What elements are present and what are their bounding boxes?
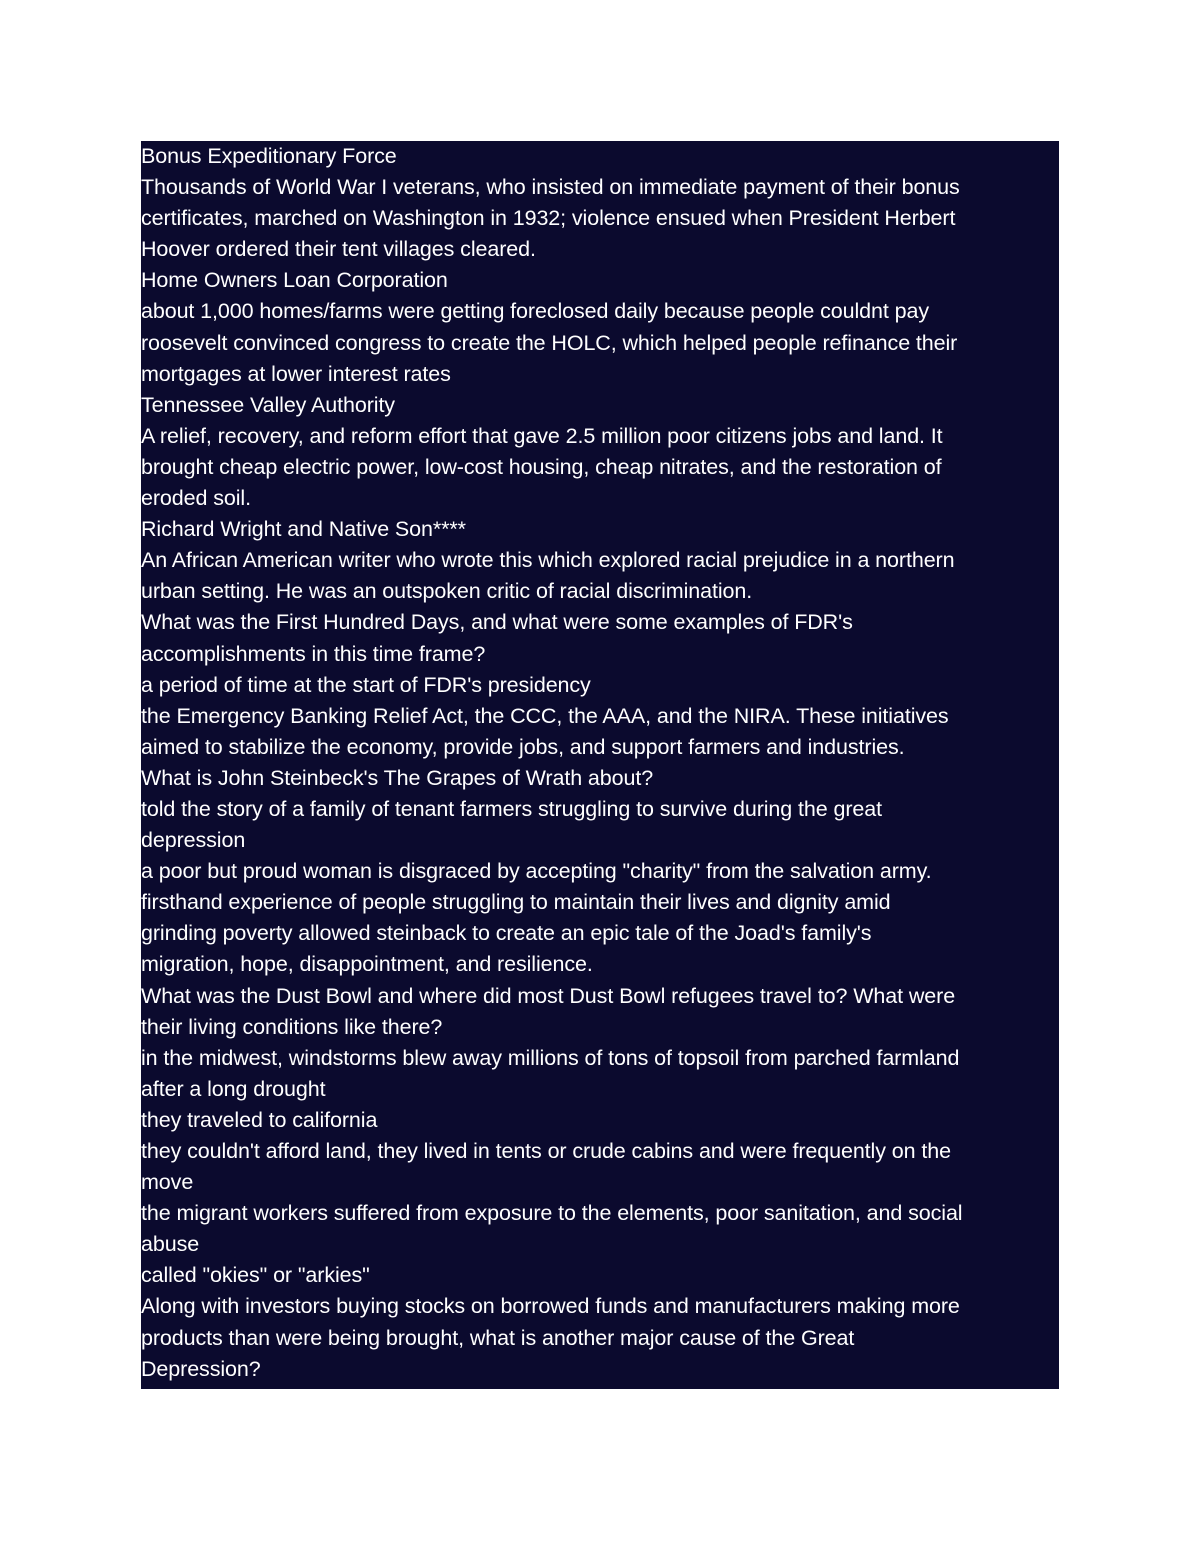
text-line: migration, hope, disappointment, and resilience. — [141, 952, 593, 977]
text-line: firsthand experience of people struggling to maintain their lives and dignity amid — [141, 890, 891, 915]
text-line: depression — [141, 828, 246, 853]
text-line: a poor but proud woman is disgraced by accepting "charity" from the salvation army. — [141, 859, 932, 884]
text-line: told the story of a family of tenant farmers struggling to survive during the great — [141, 796, 882, 821]
text-line: about 1,000 homes/farms were getting foreclosed daily because people couldnt pay — [141, 299, 930, 324]
text-line: What was the Dust Bowl and where did most Dust Bowl refugees travel to? What were — [141, 983, 956, 1008]
text-line: Home Owners Loan Corporation — [141, 268, 448, 293]
text-line: A relief, recovery, and reform effort that gave 2.5 million poor citizens jobs and land. It — [141, 423, 943, 448]
text-line: Hoover ordered their tent villages cleared. — [141, 237, 536, 262]
text-line: brought cheap electric power, low-cost housing, cheap nitrates, and the restoration of — [141, 454, 942, 479]
text-line: Richard Wright and Native Son**** — [141, 517, 466, 542]
text-line: they couldn't afford land, they lived in tents or crude cabins and were frequently on the — [141, 1139, 951, 1163]
text-line: the migrant workers suffered from exposure to the elements, poor sanitation, and social — [141, 1201, 963, 1226]
text-line: mortgages at lower interest rates — [141, 361, 451, 386]
text-line: An African American writer who wrote this which explored racial prejudice in a northern — [141, 548, 955, 573]
text-line: Tennessee Valley Authority — [141, 392, 395, 417]
text-line: Along with investors buying stocks on borrowed funds and manufacturers making more — [141, 1294, 960, 1319]
text-line: they traveled to california — [141, 1107, 378, 1132]
text-line: aimed to stabilize the economy, provide jobs, and support farmers and industries. — [141, 734, 905, 759]
text-line: move — [141, 1170, 194, 1195]
text-line: Depression? — [141, 1356, 261, 1381]
text-line: roosevelt convinced congress to create the HOLC, which helped people refinance their — [141, 330, 958, 355]
text-line: the Emergency Banking Relief Act, the CCC, the AAA, and the NIRA. These initiatives — [141, 703, 949, 728]
text-line: their living conditions like there? — [141, 1014, 443, 1039]
text-line: What was the First Hundred Days, and what were some examples of FDR's — [141, 610, 853, 635]
text-line: urban setting. He was an outspoken critic of racial discrimination. — [141, 579, 753, 604]
text-line: in the midwest, windstorms blew away millions of tons of topsoil from parched farmland — [141, 1045, 960, 1070]
text-line: a period of time at the start of FDR's presidency — [141, 672, 591, 697]
text-block — [141, 141, 1059, 1389]
text-line: grinding poverty allowed steinback to create an epic tale of the Joad's family's — [141, 921, 872, 946]
text-line: Thousands of World War I veterans, who insisted on immediate payment of their bonus — [141, 175, 960, 200]
text-line: certificates, marched on Washington in 1932; violence ensued when President Herbert — [141, 206, 956, 231]
text-line: What is John Steinbeck's The Grapes of Wrath about? — [141, 765, 654, 790]
text-line: called "okies" or "arkies" — [141, 1263, 370, 1288]
text-line: abuse — [141, 1232, 200, 1257]
text-line: accomplishments in this time frame? — [141, 641, 486, 666]
text-line: eroded soil. — [141, 486, 251, 511]
text-line: products than were being brought, what is another major cause of the Great — [141, 1325, 855, 1350]
text-line: after a long drought — [141, 1076, 326, 1101]
text-line: Bonus Expeditionary Force — [141, 144, 397, 168]
